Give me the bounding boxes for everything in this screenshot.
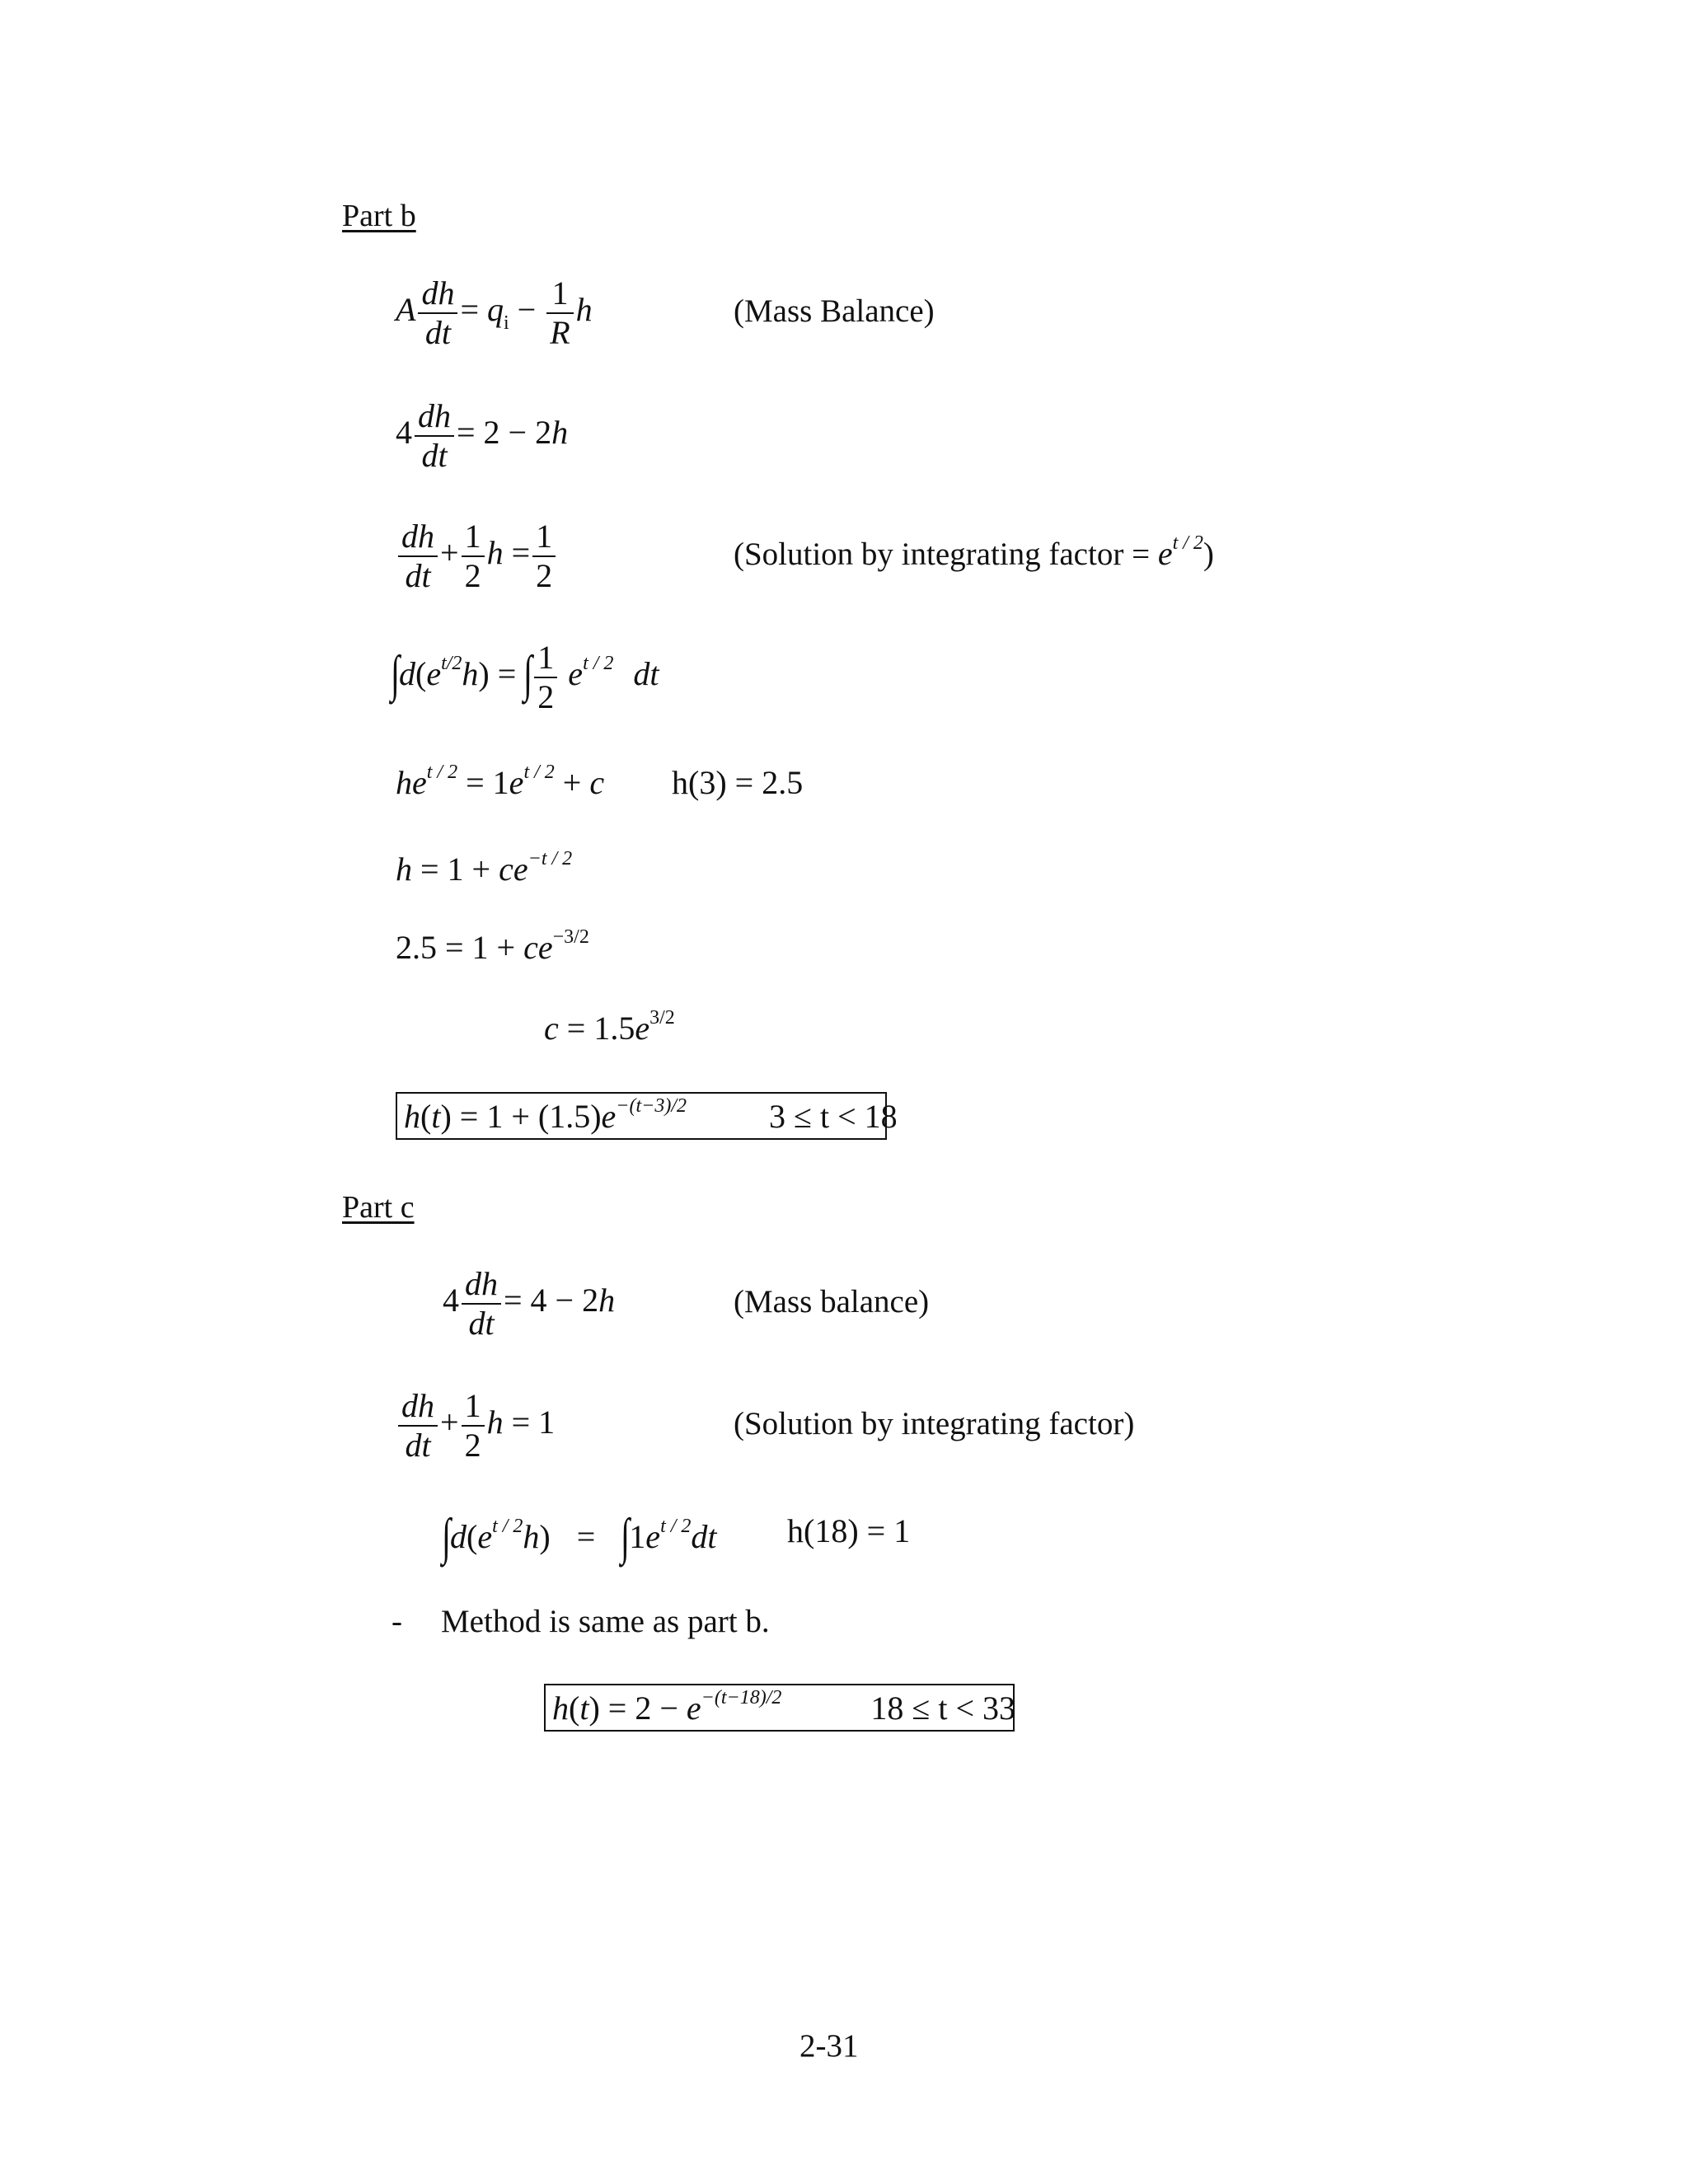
equation-integral-b: $\int d(e^{t/2}h)$ = ∫ $\frac{1}{2}$ $e^{t / 2}$ dt [390, 639, 659, 715]
part-c-heading: Part c [342, 1190, 415, 1225]
method-text: Method is same as part b. [441, 1604, 770, 1639]
method-dash: - [392, 1604, 402, 1639]
equation-7-b: $2.5 = 1 + ce^{-3/2}$ [396, 926, 589, 966]
equation-6-b: $h = 1 + ce^{-t / 2}$ [396, 848, 573, 888]
equation-mass-balance-b: A $\frac{dh}{dt}$ = $q_i$ − $\frac{1}{R}$ h [396, 274, 593, 351]
mass-balance-note-c: (Mass balance) [734, 1284, 930, 1319]
equation-8-b: $c = 1.5e^{3/2}$ [544, 1007, 675, 1047]
part-b-heading: Part b [342, 199, 416, 233]
result-condition-c: 18 ≤ t < 33 [870, 1690, 1015, 1727]
equation-3-b: $\frac{dh}{dt}$ + $\frac{1}{2}$ h = $\frac{1}{2}$ [396, 518, 558, 595]
equation-mass-balance-c: 4 $\frac{dh}{dt}$ = 4 − 2h [443, 1265, 616, 1342]
result-condition-b: 3 ≤ t < 18 [769, 1098, 898, 1135]
result-box-c: $h(t) = 2 - e^{-(t-18)/2}$ 18 ≤ t < 33 [544, 1684, 1015, 1732]
page-number: 2-31 [799, 2028, 859, 2064]
integrating-factor-note-b: (Solution by integrating factor = $e^{t / 2}$) [734, 532, 1214, 572]
initial-condition-c: h(18) = 1 [787, 1512, 911, 1549]
result-box-b: $h(t) = 1 + (1.5)e^{-(t-3)/2}$ 3 ≤ t < 18 [396, 1092, 887, 1140]
equation-5-b: $he^{t / 2} = 1e^{t / 2} + c$ [396, 762, 605, 801]
equation-2-c: $\frac{dh}{dt}$ + $\frac{1}{2}$ h = 1 [396, 1387, 555, 1465]
mass-balance-note-b: (Mass Balance) [734, 293, 935, 329]
equation-integral-c: $\int d(e^{t / 2}h) = \int 1e^{t / 2}dt$ [441, 1509, 717, 1565]
initial-condition-b: h(3) = 2.5 [672, 764, 804, 801]
integrating-factor-note-c: (Solution by integrating factor) [734, 1406, 1135, 1441]
equation-2-b: 4 $\frac{dh}{dt}$ = 2 − 2h [396, 397, 569, 474]
